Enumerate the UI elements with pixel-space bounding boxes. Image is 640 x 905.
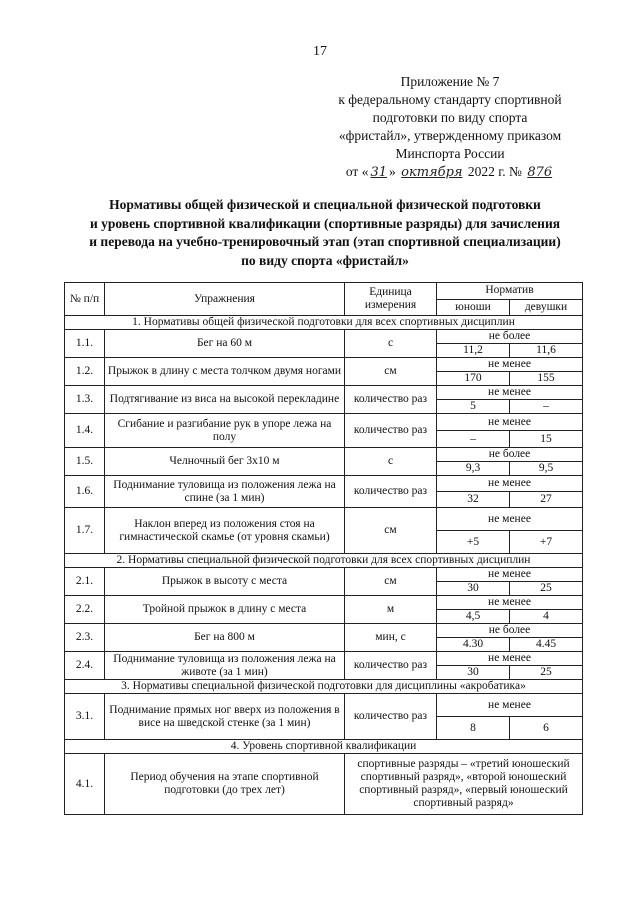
qualification-row — [65, 754, 583, 815]
row-condition: не менее — [437, 476, 583, 492]
annex-line-1: Приложение № 7 — [400, 74, 500, 89]
value-girls: 25 — [510, 666, 583, 680]
row-number: 2.4. — [65, 652, 105, 680]
row-number: 1.2. — [65, 358, 105, 386]
value-girls: 155 — [510, 372, 583, 386]
row-unit: количество раз — [345, 694, 437, 740]
row-condition: не менее — [437, 414, 583, 431]
row-number: 2.2. — [65, 596, 105, 624]
annex-line-5: Минспорта России — [395, 146, 505, 161]
annex-line-3: подготовки по виду спорта — [372, 110, 528, 125]
header-norm: Норматив — [437, 283, 583, 300]
value-girls: 9,5 — [510, 462, 583, 476]
section-row — [65, 680, 583, 694]
row-number: 1.5. — [65, 448, 105, 476]
page-number: 17 — [313, 44, 327, 59]
table-row — [65, 652, 583, 666]
row-exercise: Поднимание прямых ног вверх из положения в висе на шведской стенке (за 1 мин) — [105, 694, 345, 740]
row-number: 1.1. — [65, 330, 105, 358]
section-row — [65, 554, 583, 568]
title-line-4: по виду спорта «фристайл» — [241, 252, 409, 268]
table-row — [65, 414, 583, 431]
annex-line-4: «фристайл», утвержденному приказом — [338, 128, 562, 143]
value-girls: 4.45 — [510, 638, 583, 652]
header-girls: девушки — [510, 299, 583, 316]
row-condition: не менее — [437, 568, 583, 582]
value-boys: 8 — [437, 717, 510, 740]
row-condition: не менее — [437, 508, 583, 531]
section-row — [65, 316, 583, 330]
row-condition: не более — [437, 448, 583, 462]
row-unit: количество раз — [345, 386, 437, 414]
table-row — [65, 386, 583, 400]
handwritten-day: 31 — [370, 165, 388, 180]
handwritten-order-number: 876 — [527, 165, 553, 180]
table-row — [65, 330, 583, 344]
row-unit: см — [345, 358, 437, 386]
table-row — [65, 596, 583, 610]
value-boys: 30 — [437, 582, 510, 596]
value-boys: 5 — [437, 400, 510, 414]
row-unit: м — [345, 596, 437, 624]
section-title: 3. Нормативы специальной физической подготовки для дисциплины «акробатика» — [65, 680, 583, 694]
row-number: 2.3. — [65, 624, 105, 652]
value-girls: 4 — [510, 610, 583, 624]
section-title: 1. Нормативы общей физической подготовки для всех спортивных дисциплин — [65, 316, 583, 330]
row-unit: с — [345, 448, 437, 476]
value-boys: – — [437, 431, 510, 448]
row-number: 1.6. — [65, 476, 105, 508]
row-exercise: Бег на 800 м — [105, 624, 345, 652]
table-row — [65, 568, 583, 582]
table-row — [65, 358, 583, 372]
header-boys: юноши — [437, 299, 510, 316]
row-number: 1.7. — [65, 508, 105, 554]
row-exercise: Подтягивание из виса на высокой перекладине — [105, 386, 345, 414]
norms-table — [64, 282, 583, 815]
row-unit: мин, с — [345, 624, 437, 652]
value-girls: 25 — [510, 582, 583, 596]
row-number: 2.1. — [65, 568, 105, 596]
title-line-3: и перевода на учебно-тренировочный этап (этап спортивной специализации) — [89, 234, 561, 249]
row-unit: см — [345, 508, 437, 554]
value-boys: 9,3 — [437, 462, 510, 476]
value-boys: 4.30 — [437, 638, 510, 652]
section-title: 4. Уровень спортивной квалификации — [65, 740, 583, 754]
row-exercise: Наклон вперед из положения стоя на гимнастической скамье (от уровня скамьи) — [105, 508, 345, 554]
table-row — [65, 448, 583, 462]
row-condition: не менее — [437, 358, 583, 372]
value-girls: +7 — [510, 531, 583, 554]
table-row — [65, 508, 583, 531]
value-girls: 15 — [510, 431, 583, 448]
header-num: № п/п — [65, 283, 105, 316]
value-girls: 6 — [510, 717, 583, 740]
row-unit: количество раз — [345, 476, 437, 508]
table-row — [65, 694, 583, 717]
row-condition: не более — [437, 330, 583, 344]
annex-line-2: к федеральному стандарту спортивной — [338, 92, 562, 107]
row-unit: количество раз — [345, 652, 437, 680]
title-line-2: и уровень спортивной квалификации (спортивные разряды) для зачисления — [89, 215, 561, 231]
date-mid: » — [389, 164, 396, 179]
row-unit: количество раз — [345, 414, 437, 448]
row-exercise: Сгибание и разгибание рук в упоре лежа на полу — [105, 414, 345, 448]
row-condition: не менее — [437, 652, 583, 666]
title-line-1: Нормативы общей физической и специальной физической подготовки — [109, 197, 541, 212]
row-exercise: Прыжок в длину с места толчком двумя ногами — [105, 358, 345, 386]
row-unit: см — [345, 568, 437, 596]
row-condition: не менее — [437, 694, 583, 717]
header-unit: Единица измерения — [345, 283, 437, 316]
annex-header — [290, 73, 610, 182]
table-row — [65, 624, 583, 638]
row-exercise: Бег на 60 м — [105, 330, 345, 358]
row-exercise: Поднимание туловища из положения лежа на животе (за 1 мин) — [105, 652, 345, 680]
date-year: 2022 г. № — [467, 164, 522, 179]
row-number: 4.1. — [65, 754, 105, 815]
table-row — [65, 476, 583, 492]
qualification-label: Период обучения на этапе спортивной подготовки (до трех лет) — [105, 754, 345, 815]
header-exercise: Упражнения — [105, 283, 345, 316]
row-exercise: Прыжок в высоту с места — [105, 568, 345, 596]
row-exercise: Челночный бег 3х10 м — [105, 448, 345, 476]
section-row — [65, 740, 583, 754]
handwritten-month: октября — [401, 165, 463, 180]
row-number: 1.4. — [65, 414, 105, 448]
value-boys: 11,2 — [437, 344, 510, 358]
row-exercise: Поднимание туловища из положения лежа на спине (за 1 мин) — [105, 476, 345, 508]
value-girls: 11,6 — [510, 344, 583, 358]
row-condition: не более — [437, 624, 583, 638]
value-boys: 30 — [437, 666, 510, 680]
value-girls: 27 — [510, 492, 583, 508]
date-prefix: от « — [345, 164, 369, 179]
row-number: 1.3. — [65, 386, 105, 414]
value-boys: 170 — [437, 372, 510, 386]
row-number: 3.1. — [65, 694, 105, 740]
qualification-value: спортивные разряды – «третий юношеский спортивный разряд», «второй юношеский спортивный разряд», «первый юношеский спортивный разряд» — [345, 754, 583, 815]
document-title — [40, 196, 610, 270]
order-date-line — [290, 163, 610, 182]
value-boys: 32 — [437, 492, 510, 508]
section-title: 2. Нормативы специальной физической подготовки для всех спортивных дисциплин — [65, 554, 583, 568]
row-condition: не менее — [437, 386, 583, 400]
value-boys: 4,5 — [437, 610, 510, 624]
value-boys: +5 — [437, 531, 510, 554]
row-unit: с — [345, 330, 437, 358]
row-exercise: Тройной прыжок в длину с места — [105, 596, 345, 624]
row-condition: не менее — [437, 596, 583, 610]
value-girls: – — [510, 400, 583, 414]
